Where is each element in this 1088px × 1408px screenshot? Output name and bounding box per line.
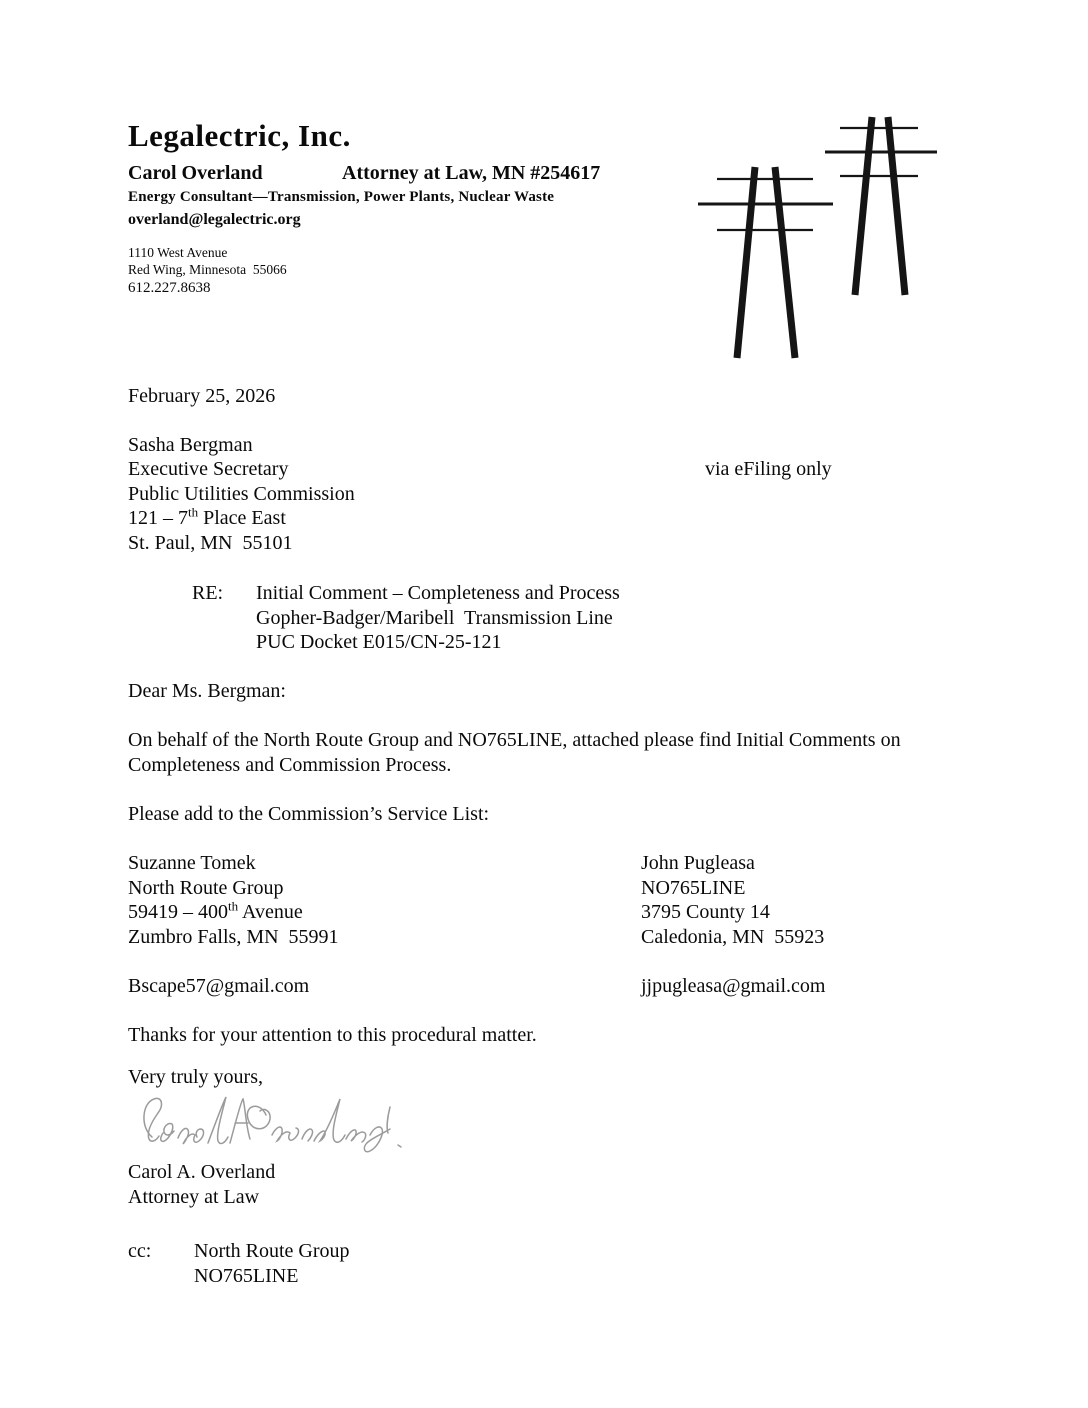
signature-carol-overland xyxy=(136,1091,408,1155)
letterhead-address-line2: Red Wing, Minnesota 55066 xyxy=(128,262,287,277)
letterhead-email: overland@legalectric.org xyxy=(128,211,301,228)
contact-street-rest: Avenue xyxy=(238,901,303,923)
service-list-contacts xyxy=(128,851,970,998)
delivery-method: via eFiling only xyxy=(705,458,832,480)
body-paragraph-1: On behalf of the North Route Group and NO765LINE, attached please find Initial Comments on Completeness and Commission Process. xyxy=(128,729,901,776)
recipient-city: St. Paul, MN 55101 xyxy=(128,531,293,554)
re-line-3: PUC Docket E015/CN-25-121 xyxy=(256,631,502,653)
recipient-address xyxy=(128,433,970,556)
letterhead-subtitle: Energy Consultant—Transmission, Power Plants, Nuclear Waste xyxy=(128,189,555,205)
letterhead-address-line1: 1110 West Avenue xyxy=(128,245,228,260)
salutation: Dear Ms. Bergman: xyxy=(128,679,286,702)
recipient-street-ordinal: th xyxy=(188,504,199,520)
recipient-street-rest: Place East xyxy=(198,507,286,529)
letter-date: February 25, 2026 xyxy=(128,385,276,407)
contact-name: John Pugleasa xyxy=(641,852,755,874)
attorney-name: Carol Overland xyxy=(128,162,263,184)
re-line-2: Gopher-Badger/Maribell Transmission Line xyxy=(256,606,613,629)
contact-street: 59419 – 400 xyxy=(128,901,228,923)
letterhead-phone: 612.227.8638 xyxy=(128,280,211,296)
contact-org: NO765LINE xyxy=(641,876,746,899)
recipient-name: Sasha Bergman xyxy=(128,433,253,456)
contact-no765line xyxy=(641,851,825,998)
recipient-title: Executive Secretary xyxy=(128,458,289,480)
contact-email: jjpugleasa@gmail.com xyxy=(641,974,826,997)
signer-name: Carol A. Overland xyxy=(128,1161,276,1183)
company-name: Legalectric, Inc. xyxy=(128,118,351,153)
contact-city: Caledonia, MN 55923 xyxy=(641,925,825,948)
contact-city: Zumbro Falls, MN 55991 xyxy=(128,925,339,948)
body-paragraph-2: Please add to the Commission’s Service List: xyxy=(128,802,490,825)
re-line-1: Initial Comment – Completeness and Process xyxy=(256,582,620,604)
cc-line-1: North Route Group xyxy=(194,1240,350,1262)
contact-email: Bscape57@gmail.com xyxy=(128,974,310,997)
recipient-street: 121 – 7 xyxy=(128,507,188,529)
re-block xyxy=(128,581,970,655)
contact-north-route-group xyxy=(128,851,970,998)
cc-block xyxy=(128,1239,970,1288)
contact-org: North Route Group xyxy=(128,876,284,899)
body-paragraphs xyxy=(128,728,970,826)
letterhead xyxy=(128,118,970,298)
contact-street: 3795 County 14 xyxy=(641,901,770,923)
contact-street-ordinal: th xyxy=(228,898,239,914)
attorney-credential: Attorney at Law, MN #254617 xyxy=(342,162,601,184)
valediction: Very truly yours, xyxy=(128,1065,263,1088)
closing-thanks: Thanks for your attention to this procedural matter. xyxy=(128,1024,537,1046)
cc-label: cc: xyxy=(128,1240,152,1262)
cc-line-2: NO765LINE xyxy=(194,1264,299,1287)
recipient-org: Public Utilities Commission xyxy=(128,482,355,505)
signer-title: Attorney at Law xyxy=(128,1185,260,1208)
re-label: RE: xyxy=(192,582,224,604)
contact-name: Suzanne Tomek xyxy=(128,852,256,874)
